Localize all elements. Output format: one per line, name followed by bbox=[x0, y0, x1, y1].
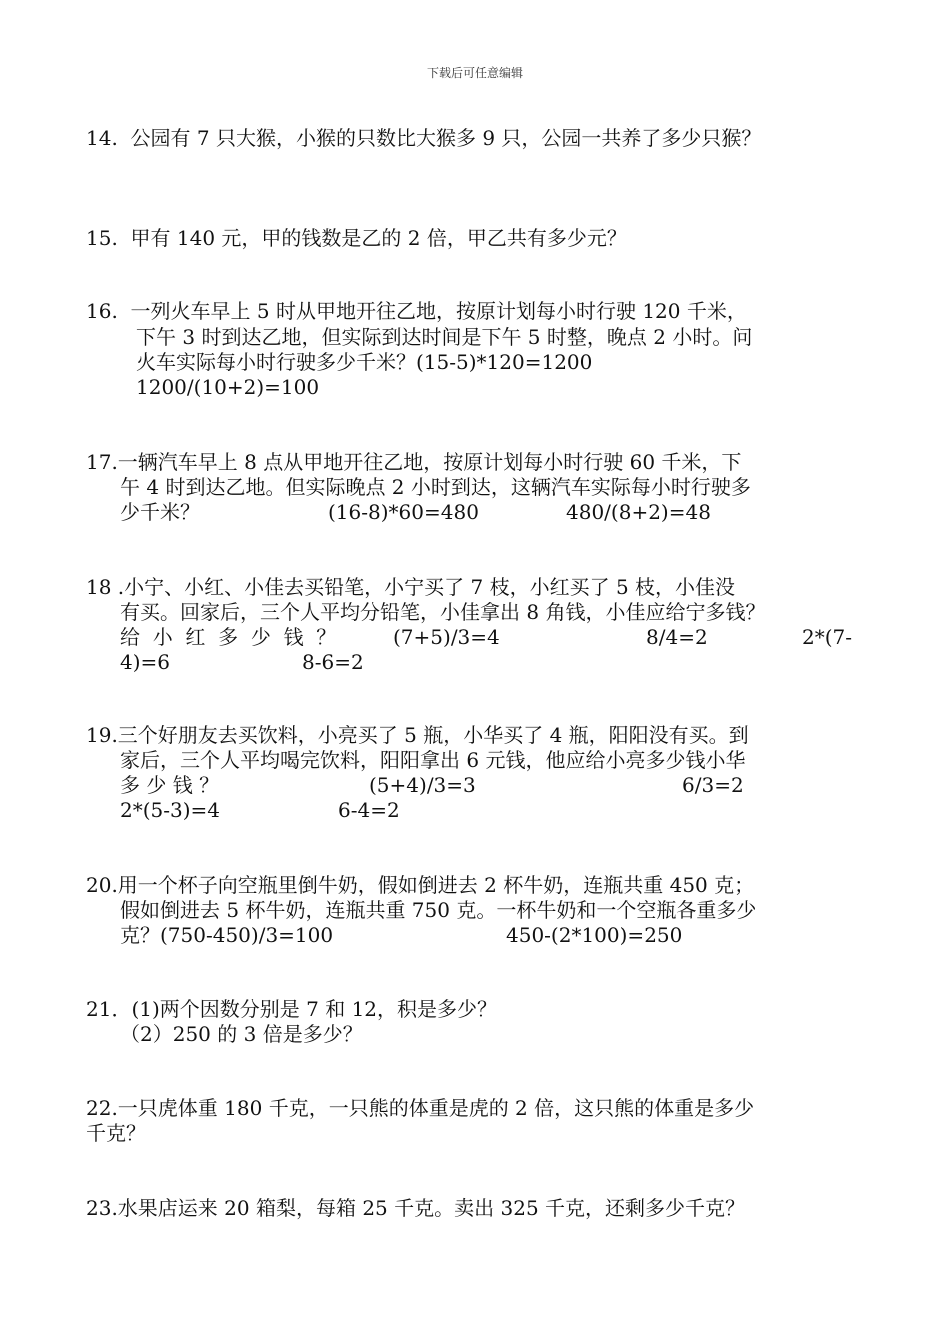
question-16-line-4: 1200/(10+2)=100 bbox=[136, 375, 320, 399]
question-19-calc-1: (5+4)/3=3 bbox=[369, 773, 476, 797]
question-21-line-1: 21．(1)两个因数分别是 7 和 12，积是多少？ bbox=[86, 997, 498, 1021]
question-17-line-3: 少千米？ bbox=[120, 500, 200, 524]
question-16-line-3: 火车实际每小时行驶多少千米？(15-5)*120=1200 bbox=[136, 350, 593, 374]
question-22-line-1: 22.一只虎体重 180 千克，一只熊的体重是虎的 2 倍，这只熊的体重是多少 bbox=[86, 1096, 755, 1120]
question-19-calc-4: 6-4=2 bbox=[338, 798, 400, 822]
page-header: 下载后可任意编辑 bbox=[426, 66, 523, 80]
question-20-line-3: 克？(750-450)/3=100 bbox=[120, 923, 334, 947]
question-19-line-3: 多 少 钱 ？ bbox=[120, 773, 220, 797]
question-19-calc-3: 2*(5-3)=4 bbox=[120, 798, 221, 822]
question-18-calc-5: 8-6=2 bbox=[302, 650, 364, 674]
question-18-line-2: 有买。回家后，三个人平均分铅笔，小佳拿出 8 角钱，小佳应给宁多钱？ bbox=[120, 600, 766, 624]
question-20-calc: 450-(2*100)=250 bbox=[506, 923, 683, 947]
question-17-line-1: 17.一辆汽车早上 8 点从甲地开往乙地，按原计划每小时行驶 60 千米，下 bbox=[86, 450, 742, 474]
question-18-calc-1: (7+5)/3=4 bbox=[393, 625, 500, 649]
question-19-line-1: 19.三个好朋友去买饮料，小亮买了 5 瓶，小华买了 4 瓶，阳阳没有买。到 bbox=[86, 723, 749, 747]
question-17-line-2: 午 4 时到达乙地。但实际晚点 2 小时到达，这辆汽车实际每小时行驶多 bbox=[120, 475, 751, 499]
question-17-calc-2: 480/(8+2)=48 bbox=[566, 500, 711, 524]
question-22-line-2: 千克？ bbox=[86, 1121, 146, 1145]
question-18-calc-4: 4)=6 bbox=[120, 650, 171, 674]
question-15-line: 15. 甲有 140 元，甲的钱数是乙的 2 倍，甲乙共有多少元？ bbox=[86, 226, 627, 250]
question-23-line: 23.水果店运来 20 箱梨，每箱 25 千克。卖出 325 千克，还剩多少千克？ bbox=[86, 1196, 746, 1220]
question-18-line-3: 给 小 红 多 少 钱 ？ bbox=[120, 625, 337, 649]
question-18-calc-3: 2*(7- bbox=[802, 625, 853, 649]
question-20-line-1: 20.用一个杯子向空瓶里倒牛奶，假如倒进去 2 杯牛奶，连瓶共重 450 克； bbox=[86, 873, 755, 897]
question-16-line-1: 16. 一列火车早上 5 时从甲地开往乙地，按原计划每小时行驶 120 千米， bbox=[86, 299, 747, 323]
question-19-line-2: 家后，三个人平均喝完饮料，阳阳拿出 6 元钱，他应给小亮多少钱小华 bbox=[120, 748, 746, 772]
question-18-calc-2: 8/4=2 bbox=[646, 625, 708, 649]
question-19-calc-2: 6/3=2 bbox=[682, 773, 744, 797]
question-17-calc-1: (16-8)*60=480 bbox=[328, 500, 479, 524]
question-16-line-2: 下午 3 时到达乙地，但实际到达时间是下午 5 时整，晚点 2 小时。问 bbox=[136, 325, 753, 349]
question-20-line-2: 假如倒进去 5 杯牛奶，连瓶共重 750 克。一杯牛奶和一个空瓶各重多少 bbox=[120, 898, 757, 922]
question-21-line-2: （2）250 的 3 倍是多少？ bbox=[120, 1022, 363, 1046]
question-14-line: 14. 公园有 7 只大猴，小猴的只数比大猴多 9 只，公园一共养了多少只猴？ bbox=[86, 126, 762, 150]
question-18-line-1: 18 .小宁、小红、小佳去买铅笔，小宁买了 7 枝，小红买了 5 枝，小佳没 bbox=[86, 575, 736, 599]
